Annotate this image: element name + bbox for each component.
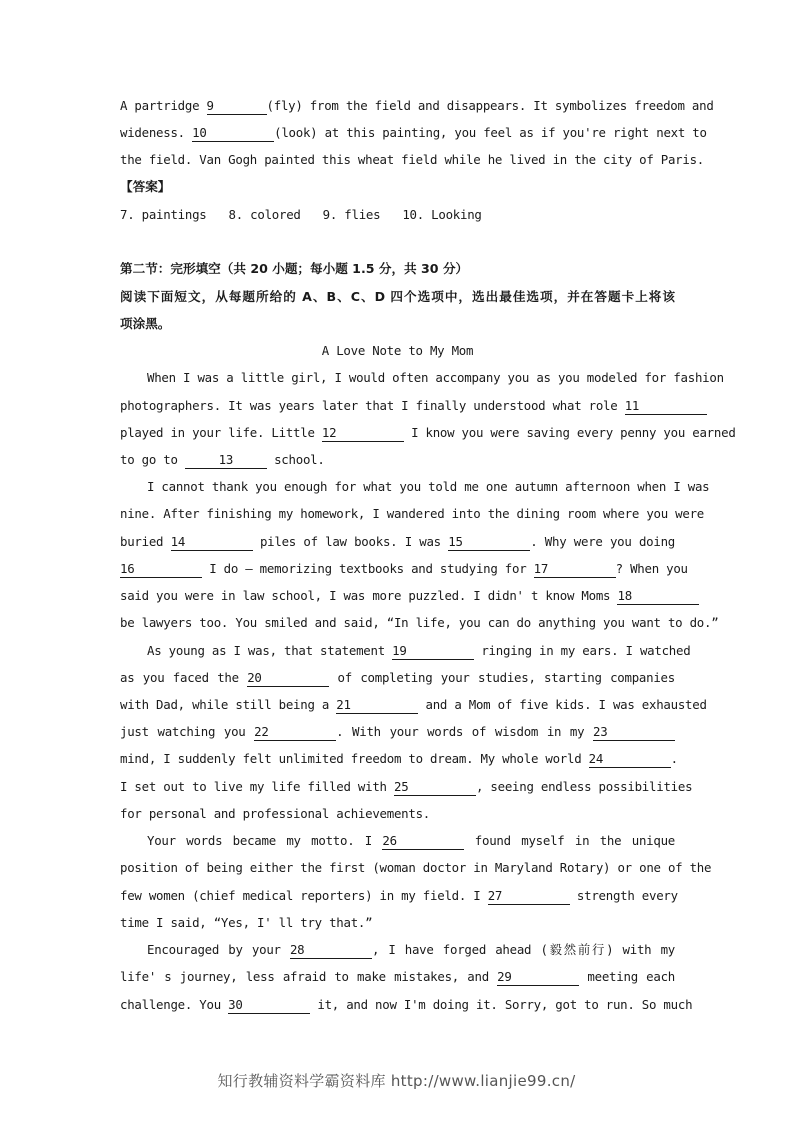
answer-blank: 18 [617, 588, 699, 605]
answer-blank: 30 [228, 997, 310, 1014]
text-line: to go to 13 school. [120, 452, 325, 467]
text-line: As young as I was, that statement 19 ringing in my ears. I watched [147, 643, 691, 658]
text-line: time I said, “Yes, I' ll try that.” [120, 915, 373, 930]
text-line: the field. Van Gogh painted this wheat field while he lived in the city of Paris. [120, 152, 704, 167]
answer-blank: 11 [625, 398, 707, 415]
answer-blank: 22 [254, 724, 336, 741]
instructions-line: 阅读下面短文，从每题所给的 A、B、C、D 四个选项中，选出最佳选项，并在答题卡上将该 [120, 289, 675, 304]
footer-watermark: 知行教辅资料学霸资料库 http://www.lianjie99.cn/ [217, 1072, 576, 1090]
text-line: played in your life. Little 12 I know you were saving every penny you earned [120, 425, 736, 440]
passage-title: A Love Note to My Mom [321, 343, 474, 358]
answer-blank: 25 [394, 779, 476, 796]
text-line: When I was a little girl, I would often accompany you as you modeled for fashion [147, 370, 724, 385]
answer-blank: 27 [488, 888, 570, 905]
answer-item: 8. colored [228, 207, 301, 222]
text-line: wideness. 10 (look) at this painting, you feel as if you're right next to [120, 125, 707, 140]
answer-blank: 15 [448, 534, 530, 551]
text-line: A partridge 9 (fly) from the field and disappears. It symbolizes freedom and [120, 98, 714, 113]
answer-item: 10. Looking [402, 207, 482, 222]
text-line: I cannot thank you enough for what you told me one autumn afternoon when I was [147, 479, 710, 494]
answer-heading: 【答案】 [120, 179, 171, 194]
answer-blank: 19 [392, 643, 474, 660]
text-line: said you were in law school, I was more puzzled. I didn' t know Moms 18 [120, 586, 675, 606]
text-line: life' s journey, less afraid to make mistakes, and 29 meeting each [120, 969, 676, 984]
answer-blank: 20 [247, 670, 329, 687]
text-line: buried 14 piles of law books. I was 15 . Why were you doing [120, 534, 675, 549]
section-heading: 第二节：完形填空（共 20 小题；每小题 1.5 分，共 30 分） [120, 261, 469, 276]
answer-blank: 21 [336, 697, 418, 714]
answer-item: 9. flies [322, 207, 381, 222]
text-line: mind, I suddenly felt unlimited freedom to dream. My whole world 24 . [120, 751, 678, 766]
answer-blank: 14 [171, 534, 253, 551]
text-line: with Dad, while still being a 21 and a Mom of five kids. I was exhausted [120, 697, 707, 712]
answer-item: 7. paintings [120, 207, 207, 222]
answer-blank: 16 [120, 561, 202, 578]
text-line: 16 I do — memorizing textbooks and studying for 17 ? When you [120, 561, 688, 576]
instructions-line: 项涂黑。 [120, 316, 171, 331]
answer-blank: 28 [290, 942, 372, 959]
answer-blank: 26 [382, 833, 464, 850]
answer-blank: 12 [322, 425, 404, 442]
text-line: challenge. You 30 it, and now I'm doing it. Sorry, got to run. So much [120, 997, 693, 1012]
answer-list [120, 205, 675, 225]
answer-blank: 29 [497, 969, 579, 986]
answer-blank: 23 [593, 724, 675, 741]
answer-blank: 17 [534, 561, 616, 578]
text-line: for personal and professional achievements. [120, 806, 431, 821]
text-line: nine. After finishing my homework, I wandered into the dining room where you were [120, 506, 704, 521]
text-line: Encouraged by your 28 , I have forged ahead (毅然前行) with my [147, 942, 675, 957]
text-line: I set out to live my life filled with 25 , seeing endless possibilities [120, 779, 693, 794]
text-line: few women (chief medical reporters) in my field. I 27 strength every [120, 888, 678, 903]
answer-blank: 10 [192, 125, 274, 142]
answer-blank: 13 [185, 452, 267, 469]
text-line: as you faced the 20 of completing your studies, starting companies [120, 670, 675, 685]
answer-blank: 9 [207, 98, 267, 115]
text-line: Your words became my motto. I 26 found myself in the unique [147, 833, 675, 848]
text-line: be lawyers too. You smiled and said, “In life, you can do anything you want to do.” [120, 615, 719, 630]
text-line: photographers. It was years later that I finally understood what role 11 [120, 396, 675, 416]
text-line: position of being either the first (woman doctor in Maryland Rotary) or one of the [120, 860, 712, 875]
answer-blank: 24 [589, 751, 671, 768]
text-line: just watching you 22 . With your words of wisdom in my 23 [120, 722, 675, 742]
